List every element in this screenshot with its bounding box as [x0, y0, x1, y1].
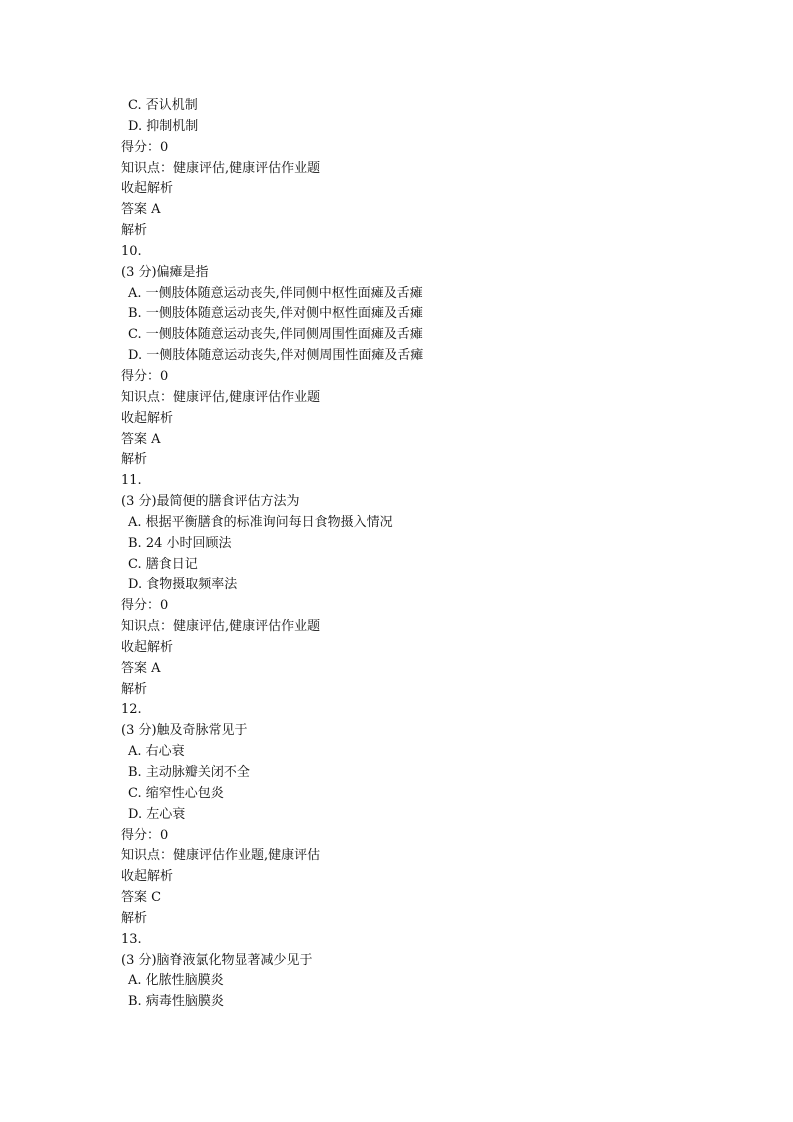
question-number: 13. — [121, 931, 142, 947]
option-a: A. 右心衰 — [128, 744, 185, 760]
collapse-analysis-link[interactable]: 收起解析 — [121, 181, 174, 197]
option-c: C. 缩窄性心包炎 — [128, 785, 224, 801]
collapse-analysis-link[interactable]: 收起解析 — [121, 410, 174, 426]
collapse-analysis-link[interactable]: 收起解析 — [121, 639, 174, 655]
option-d: D. 一侧肢体随意运动丧失,伴对侧周围性面瘫及舌瘫 — [128, 348, 424, 364]
analysis-label: 解析 — [121, 681, 148, 697]
question-number: 11. — [121, 473, 142, 489]
analysis-label: 解析 — [121, 223, 148, 239]
answer-line: 答案 A — [121, 431, 161, 447]
analysis-label: 解析 — [121, 452, 148, 468]
score-line: 得分：0 — [121, 139, 169, 155]
option-d: D. 抑制机制 — [128, 118, 199, 134]
option-c: C. 膳食日记 — [128, 556, 198, 572]
answer-line: 答案 A — [121, 660, 161, 676]
knowledge-point: 知识点：健康评估作业题,健康评估 — [121, 848, 321, 864]
option-a: A. 化脓性脑膜炎 — [128, 973, 224, 989]
question-stem: (3 分)偏瘫是指 — [121, 264, 209, 280]
score-line: 得分：0 — [121, 598, 169, 614]
knowledge-point: 知识点：健康评估,健康评估作业题 — [121, 389, 321, 405]
collapse-analysis-link[interactable]: 收起解析 — [121, 869, 174, 885]
option-b: B. 一侧肢体随意运动丧失,伴对侧中枢性面瘫及舌瘫 — [128, 306, 423, 322]
answer-line: 答案 C — [121, 890, 162, 906]
option-b: B. 主动脉瓣关闭不全 — [128, 765, 250, 780]
option-a: A. 一侧肢体随意运动丧失,伴同侧中枢性面瘫及舌瘫 — [128, 285, 423, 301]
quiz-content — [121, 96, 721, 1013]
question-stem: (3 分)触及奇脉常见于 — [121, 723, 248, 739]
option-c: C. 否认机制 — [128, 98, 198, 113]
question-number: 10. — [121, 243, 142, 259]
knowledge-point: 知识点：健康评估,健康评估作业题 — [121, 619, 321, 635]
knowledge-point: 知识点：健康评估,健康评估作业题 — [121, 160, 321, 176]
option-d: D. 左心衰 — [128, 806, 186, 822]
option-d: D. 食物摄取频率法 — [128, 577, 238, 593]
option-c: C. 一侧肢体随意运动丧失,伴同侧周围性面瘫及舌瘫 — [128, 327, 423, 343]
question-stem: (3 分)最简便的膳食评估方法为 — [121, 494, 300, 510]
option-b: B. 24 小时回顾法 — [128, 535, 232, 551]
analysis-label: 解析 — [121, 910, 148, 926]
question-stem: (3 分)脑脊液氯化物显著减少见于 — [121, 952, 313, 968]
question-number: 12. — [121, 702, 142, 718]
option-b: B. 病毒性脑膜炎 — [128, 994, 224, 1010]
score-line: 得分：0 — [121, 827, 169, 843]
answer-line: 答案 A — [121, 202, 161, 218]
score-line: 得分：0 — [121, 368, 169, 384]
option-a: A. 根据平衡膳食的标准询问每日食物摄入情况 — [128, 514, 393, 530]
